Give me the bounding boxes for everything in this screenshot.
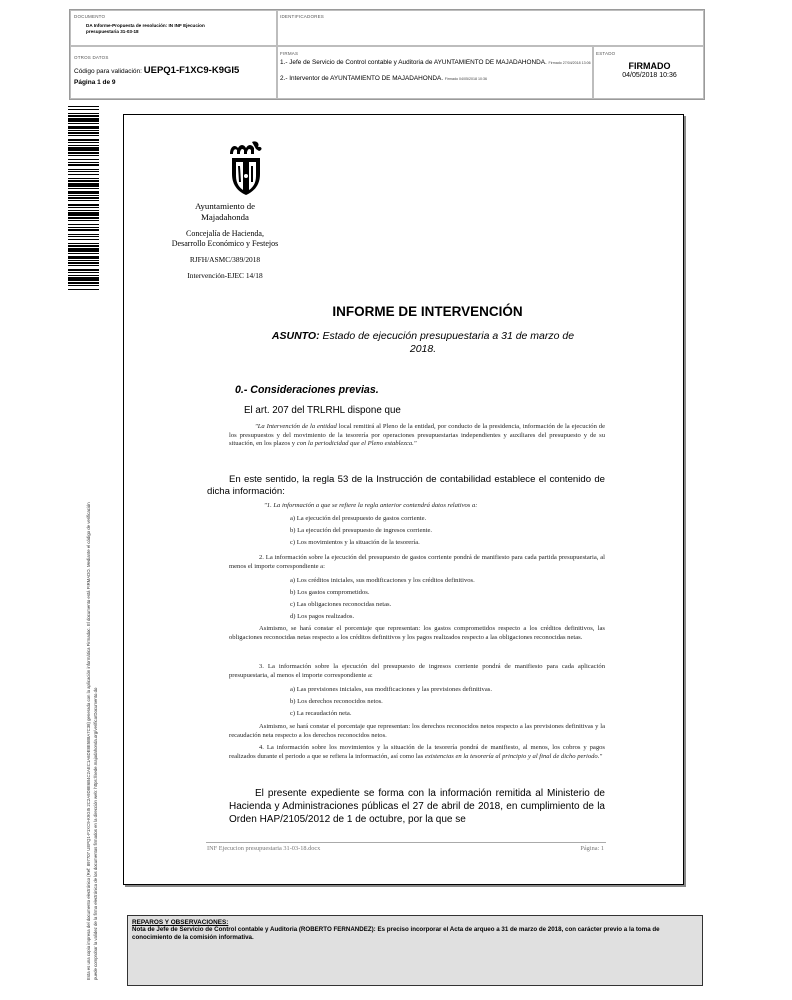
- regla-point-2-asimismo: Asimismo, se hará constar el porcentaje que representan: los gastos comprometidos respecto a los créditos definitivos, las obligaciones reconocidas netas respecto a los créditos definitivos y los pagos realizados respecto a las obligaciones reconocidas netas.: [229, 625, 605, 641]
- quote-art-207: [229, 423, 605, 449]
- firma-1: [280, 59, 592, 67]
- identificadores-label: IDENTIFICADORES: [280, 14, 325, 19]
- intervencion-number: Intervención-EJEC 14/18: [187, 271, 263, 280]
- footer-filename: INF Ejecucion presupuestaria 31-03-18.docx: [207, 845, 321, 852]
- asunto-label: ASUNTO:: [271, 330, 320, 342]
- org-line-1: Ayuntamiento de: [194, 201, 256, 211]
- side-verification-text-2: puede comprobar la validez de la firma electrónica de los documentos firmados en la dirección web: https://sede.majadahonda.org/verificarDocumento.do: [93, 687, 98, 980]
- regla-item-3c: c) La recaudación neta.: [290, 710, 352, 717]
- asunto-text: Estado de ejecución presupuestaria a 31 de marzo de 2018.: [322, 330, 575, 355]
- estado-label: ESTADO: [596, 51, 616, 56]
- barcode-bar: [68, 289, 99, 290]
- paragraph-2: En este sentido, la regla 53 de la Instrucción de contabilidad establece el contenido de dicha información:: [207, 474, 605, 497]
- regla-point-2: 2. La información sobre la ejecución del presupuesto de gastos corriente pondrá de manifiesto para cada partida presupuestaria, al menos el importe correspondiente a:: [229, 554, 605, 570]
- firma-2: [280, 75, 592, 83]
- documento-label: DOCUMENTO: [74, 14, 106, 19]
- firmas-label: FIRMAS: [280, 51, 299, 56]
- majadahonda-crest-icon: [226, 140, 266, 198]
- otros-datos-label: OTROS DATOS: [74, 55, 109, 60]
- dept-line-2: Desarrollo Económico y Festejos: [171, 239, 279, 248]
- letterhead: [170, 201, 280, 281]
- codigo-value: UEPQ1-F1XC9-K9GI5: [143, 65, 240, 76]
- org-line-2: Majadahonda: [201, 212, 249, 222]
- regla-item-3b: b) Los derechos reconocidos netos.: [290, 698, 383, 705]
- estado-cell: [593, 46, 704, 99]
- regla-point-4: [229, 744, 605, 761]
- documento-cell: [70, 10, 277, 46]
- asunto: [268, 330, 578, 356]
- documento-value: DA Informe-Propuesta de resolución: IN INF Ejecucion presupuestaria 31-03-18: [86, 23, 205, 34]
- regla-point-3: 3. La información sobre la ejecución del presupuesto de ingresos corriente pondrá de manifiesto para cada aplicación presupuestaria, al menos el importe correspondiente a:: [229, 663, 605, 679]
- regla-item-2c: c) Las obligaciones reconocidas netas.: [290, 601, 392, 608]
- otros-datos-cell: [70, 46, 277, 99]
- regla-item-1a: a) La ejecución del presupuesto de gastos corriente.: [290, 515, 427, 522]
- codigo-row: [74, 65, 239, 76]
- paragraph-3: El presente expediente se forma con la información remitida al Ministerio de Hacienda y Administraciones públicas el 27 de abril de 2018, en cumplimiento de la Orden HAP/2105/2012 de 1 de octubre, por la que se: [229, 788, 605, 825]
- regla-point-4-em: existencias en la tesorería al principio y al final de dicho periodo.": [424, 752, 603, 760]
- regla-item-3a: a) Las previsiones iniciales, sus modificaciones y las previsiones definitivas.: [290, 686, 492, 693]
- quote-art-207-end: con la periodicidad que el Pleno establezca.": [296, 440, 417, 448]
- dept-line-1: Concejalía de Hacienda,: [186, 229, 264, 238]
- firmas-cell: [277, 46, 593, 99]
- regla-point-4-text: 4. La información sobre los movimientos y la situación de la tesorería pondrá de manifiesto, al menos, los cobros y pagos realizados durante el periodo a que se refiera la información, así como las: [229, 744, 605, 760]
- footer-page-number: Página: 1: [580, 845, 604, 852]
- regla-item-1c: c) Los movimientos y la situación de la tesorería.: [290, 539, 420, 546]
- regla-item-2b: b) Los gastos comprometidos.: [290, 589, 370, 596]
- side-verification-text-1: Esta es una copia impresa del documento electrónico (Ref: 897707 UEPQ1-F1XC9-K9GI5 2C2A9D8E6B4C2AEC1A6DE8E5B8A7C38) generada con la aplicación informática Firmadoc. El documento está FIRMADO. Mediante el código de verificación: [86, 502, 91, 980]
- paragraph-1: El art. 207 del TRLRHL dispone que: [244, 405, 401, 416]
- estado-value: FIRMADO: [628, 61, 671, 71]
- identificadores-cell: [277, 10, 704, 46]
- observaciones-text: Nota de Jefe de Servicio de Control contable y Auditoria (ROBERTO FERNANDEZ): Es preciso incorporar el Acta de arqueo a 31 de marzo de 2018, con carácter previo a la toma de conocimiento de la comisión informativa.: [132, 926, 660, 941]
- quote-art-207-text: local remitirá al Pleno de la entidad, por conducto de la presidencia, información de la ejecución de los presupuestos y del movimiento de la tesorería por operaciones presupuestarias independientes y auxiliares del presupuesto y de su situación, en los plazos y: [229, 423, 606, 448]
- quote-art-207-em: "La Intervención de la entidad: [255, 423, 337, 430]
- firma-1-text: 1.- Jefe de Servicio de Control contable y Auditoria de AYUNTAMIENTO DE MAJADAHONDA.: [280, 59, 547, 66]
- estado-date: 04/05/2018 10:36: [622, 72, 677, 79]
- section-heading: 0.- Consideraciones previas.: [235, 384, 379, 396]
- footer-divider: [206, 842, 606, 843]
- reparos-observaciones-box: [127, 915, 703, 986]
- regla-intro: "1. La información a que se refiere la regla anterior contendrá datos relativos a:: [264, 502, 478, 509]
- page-count: Página 1 de 9: [74, 79, 116, 86]
- regla-point-3-asimismo: Asimismo, se hará constar el porcentaje que representan: los derechos reconocidos netos respecto a las previsiones definitivas y la recaudación neta respecto a los derechos reconocidos netos.: [229, 723, 605, 739]
- firma-1-date: Firmado 27/04/2018 13:06: [548, 61, 591, 65]
- reference-number: RJFH/ASMC/389/2018: [189, 255, 261, 264]
- regla-item-2a: a) Los créditos iniciales, sus modificaciones y los créditos definitivos.: [290, 577, 475, 584]
- observaciones-title: REPAROS Y OBSERVACIONES:: [132, 919, 229, 926]
- regla-item-1b: b) La ejecución del presupuesto de ingresos corriente.: [290, 527, 433, 534]
- codigo-label: Código para validación:: [74, 68, 142, 75]
- firma-2-text: 2.- Interventor de AYUNTAMIENTO DE MAJADAHONDA.: [280, 75, 443, 82]
- document-header: [69, 9, 705, 100]
- document-title: INFORME DE INTERVENCIÓN: [332, 304, 523, 319]
- regla-item-2d: d) Los pagos realizados.: [290, 613, 355, 620]
- firma-2-date: Firmado 04/05/2018 10:36: [444, 77, 487, 81]
- barcode: [68, 106, 99, 292]
